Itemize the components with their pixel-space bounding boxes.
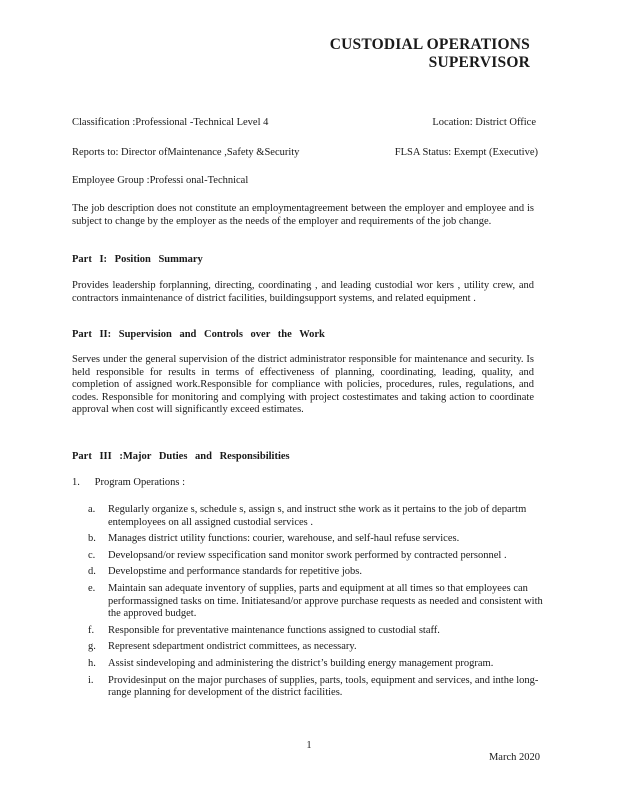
duty-item (88, 504, 544, 529)
classification-row (72, 116, 536, 129)
reports-to: Reports to: Director ofMaintenance ,Safety &Security (72, 147, 300, 158)
part-1-text: Provides leadership forplanning, directing, coordinating , and leading custodial wor kers , utility crew, and contractors inmaintenance of district facilities, buildingsupport systems, and related equipment . (72, 280, 534, 304)
duty-text: Maintain san adequate inventory of supplies, parts and equipment at all times so that employees can performassigned tasks on time. Initiatesand/or approve purchase requests as needed and consistent with the approved budget. (108, 582, 543, 620)
duty-item (88, 566, 544, 579)
location: Location: District Office (432, 117, 536, 128)
duty-marker: b. (88, 533, 96, 545)
duty-text: Developsand/or review sspecification sand monitor swork performed by contracted personnel . (108, 549, 507, 561)
program-label: Program Operations : (94, 477, 186, 488)
part-2-text: Serves under the general supervision of the district administrator responsible for maintenance and security. Is held responsible for results in terms of effectiveness of planning, coordinating, leading, quality, and completion of assigned work.Responsible for compliance with policies, procedures, rules, regulations, and codes. Responsible for monitoring and complying with project costestimates and taking action to coordinate approval when cost will significantly exceed estimates. (72, 354, 534, 416)
duty-marker: i. (88, 674, 94, 686)
page-number: 1 (306, 740, 312, 751)
duty-text: Responsible for preventative maintenance functions assigned to custodial staff. (108, 624, 440, 636)
duty-marker: g. (88, 641, 96, 653)
duty-text: Assist sindeveloping and administering the district’s building energy management program. (108, 657, 494, 669)
duty-item (88, 675, 544, 700)
duty-text: Developstime and performance standards for repetitive jobs. (108, 566, 362, 578)
duty-marker: c. (88, 549, 96, 561)
duty-text: Regularly organize s, schedule s, assign s, and instruct sthe work as it pertains to the job of departm entemployees on all assigned custodial services . (108, 504, 527, 528)
program-operations (72, 477, 185, 488)
duty-item (88, 533, 544, 546)
duty-marker: h. (88, 657, 96, 669)
program-number: 1. (72, 477, 80, 488)
duty-marker: e. (88, 582, 96, 594)
title-line-1: CUSTODIAL OPERATIONS (329, 36, 530, 53)
footer-date: March 2020 (488, 752, 540, 763)
classification: Classification :Professional -Technical Level 4 (72, 117, 269, 128)
duty-item (88, 550, 544, 563)
duties-list (88, 504, 544, 704)
intro-paragraph: The job description does not constitute an employmentagreement between the employer and employee and is subject to change by the employer as the needs of the employer and requirements of the job change. (72, 203, 534, 227)
duty-item (88, 658, 544, 671)
duty-marker: f. (88, 624, 95, 636)
part-1-heading: Part I: Position Summary (72, 254, 203, 265)
duty-marker: a. (88, 504, 96, 515)
reports-row (72, 146, 536, 159)
employee-group: Employee Group :Professi onal-Technical (72, 175, 249, 186)
flsa-status: FLSA Status: Exempt (Executive) (394, 147, 538, 158)
duty-item (88, 583, 544, 621)
duty-item (88, 625, 544, 638)
employee-group-row (72, 174, 536, 187)
duty-item (88, 641, 544, 654)
title-line-2: SUPERVISOR (428, 54, 530, 71)
duty-text: Providesinput on the major purchases of supplies, parts, tools, equipment and services, and inthe long-range planning for development of the district facilities. (108, 674, 539, 699)
part-2-heading: Part II: Supervision and Controls over the Work (72, 329, 325, 340)
document-title (270, 36, 530, 72)
duty-text: Manages district utility functions: courier, warehouse, and self-haul refuse services. (108, 533, 460, 545)
duty-marker: d. (88, 566, 96, 578)
duty-text: Represent sdepartment ondistrict committees, as necessary. (108, 641, 357, 653)
part-3-heading: Part III :Major Duties and Responsibilities (72, 451, 290, 462)
